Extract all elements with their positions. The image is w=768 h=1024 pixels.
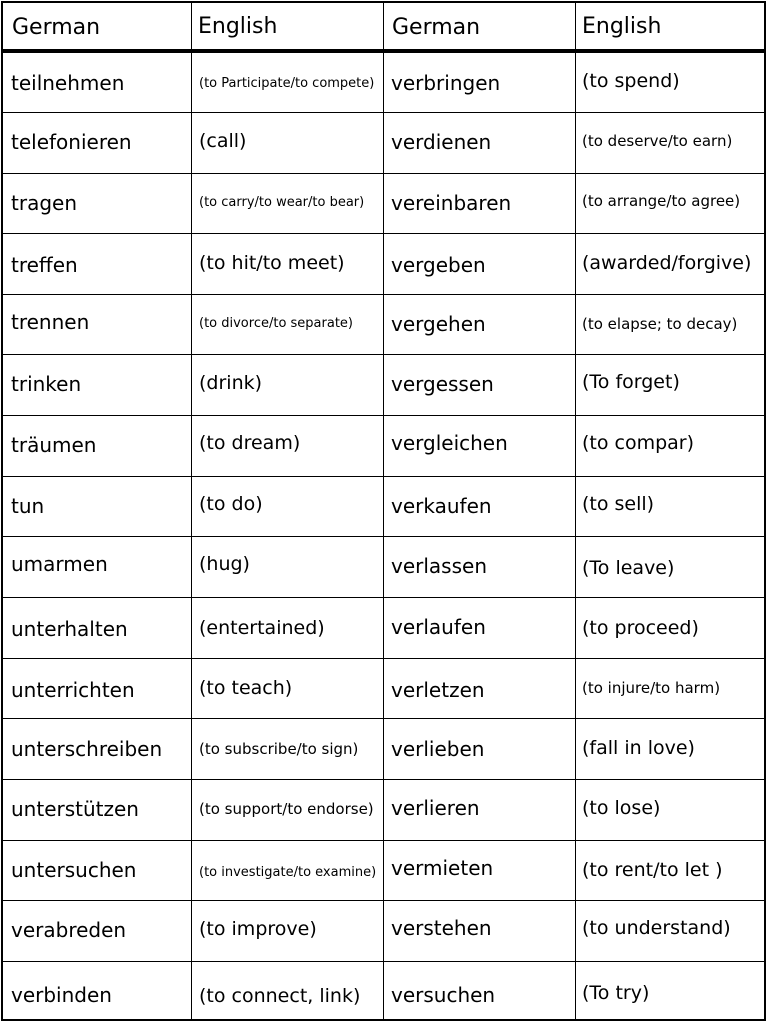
german-word-1: treffen (11, 253, 78, 277)
english-translation-2: (to compar) (582, 431, 695, 454)
row-divider (1, 718, 766, 719)
english-translation-1: (to connect, link) (199, 984, 361, 1007)
german-word-1: tragen (11, 191, 77, 215)
english-translation-1: (hug) (199, 552, 250, 575)
english-translation-2: (to proceed) (582, 616, 699, 639)
english-translation-1: (call) (199, 129, 247, 152)
row-divider (1, 415, 766, 416)
german-word-1: tun (11, 494, 45, 518)
header-divider (1, 49, 766, 53)
german-word-1: trennen (11, 310, 90, 334)
german-word-1: trinken (11, 372, 82, 396)
row-divider (1, 112, 766, 113)
header-english-2: English (582, 14, 662, 39)
row-divider (1, 900, 766, 901)
english-translation-1: (to Participate/to compete) (199, 75, 375, 91)
german-word-1: unterschreiben (11, 737, 163, 761)
german-word-1: unterrichten (11, 678, 135, 702)
german-word-2: verlassen (391, 554, 487, 578)
german-word-2: verstehen (391, 916, 492, 940)
english-translation-1: (drink) (199, 371, 263, 394)
english-translation-1: (to do) (199, 492, 263, 515)
row-divider (1, 294, 766, 295)
english-translation-2: (to injure/to harm) (582, 678, 721, 697)
row-divider (1, 476, 766, 477)
german-word-1: unterstützen (11, 797, 139, 821)
row-divider (1, 536, 766, 537)
english-translation-2: (awarded/forgive) (582, 251, 752, 274)
english-translation-1: (to divorce/to separate) (199, 315, 354, 331)
german-word-2: vereinbaren (391, 191, 512, 215)
column-divider (383, 1, 384, 1021)
row-divider (1, 658, 766, 659)
german-word-1: träumen (11, 433, 97, 457)
english-translation-2: (to lose) (582, 796, 661, 819)
english-translation-2: (to arrange/to agree) (582, 191, 741, 210)
english-translation-2: (to spend) (582, 69, 680, 92)
english-translation-1: (to hit/to meet) (199, 251, 345, 274)
english-translation-2: (to deserve/to earn) (582, 131, 733, 150)
english-translation-1: (to teach) (199, 676, 293, 699)
german-word-2: verdienen (391, 130, 492, 154)
english-translation-2: (To forget) (582, 370, 680, 393)
english-translation-1: (to improve) (199, 917, 317, 940)
english-translation-2: (To leave) (582, 556, 675, 579)
german-word-1: untersuchen (11, 858, 137, 882)
german-word-2: verkaufen (391, 494, 492, 518)
english-translation-2: (To try) (582, 981, 650, 1004)
english-translation-2: (fall in love) (582, 736, 695, 759)
german-word-1: umarmen (11, 552, 108, 576)
english-translation-2: (to rent/to let ) (582, 858, 723, 881)
row-divider (1, 961, 766, 962)
english-translation-1: (entertained) (199, 616, 325, 639)
german-word-2: vergehen (391, 312, 486, 336)
german-word-1: teilnehmen (11, 71, 125, 95)
german-word-1: telefonieren (11, 130, 132, 154)
german-word-1: unterhalten (11, 617, 128, 641)
german-word-1: verabreden (11, 918, 127, 942)
english-translation-2: (to sell) (582, 492, 655, 515)
german-word-2: vergessen (391, 372, 494, 396)
german-word-2: vergeben (391, 253, 486, 277)
english-translation-1: (to dream) (199, 431, 301, 454)
english-translation-2: (to understand) (582, 916, 731, 939)
german-word-1: verbinden (11, 983, 112, 1007)
german-word-2: verletzen (391, 678, 485, 702)
german-word-2: verbringen (391, 71, 501, 95)
row-divider (1, 354, 766, 355)
row-divider (1, 597, 766, 598)
german-word-2: verlieren (391, 796, 480, 820)
row-divider (1, 173, 766, 174)
german-word-2: vergleichen (391, 431, 508, 455)
german-word-2: versuchen (391, 983, 496, 1007)
row-divider (1, 779, 766, 780)
column-divider (191, 1, 192, 1021)
header-german-1: German (12, 15, 101, 40)
header-german-2: German (392, 15, 481, 40)
german-word-2: verlieben (391, 737, 485, 761)
english-translation-1: (to support/to endorse) (199, 799, 374, 818)
row-divider (1, 233, 766, 234)
english-translation-1: (to investigate/to examine) (199, 864, 377, 880)
english-translation-1: (to carry/to wear/to bear) (199, 194, 365, 210)
row-divider (1, 840, 766, 841)
english-translation-1: (to subscribe/to sign) (199, 739, 359, 758)
german-word-2: vermieten (391, 856, 494, 880)
german-word-2: verlaufen (391, 615, 486, 639)
column-divider (575, 1, 576, 1021)
english-translation-2: (to elapse; to decay) (582, 314, 738, 333)
header-english-1: English (198, 14, 278, 39)
